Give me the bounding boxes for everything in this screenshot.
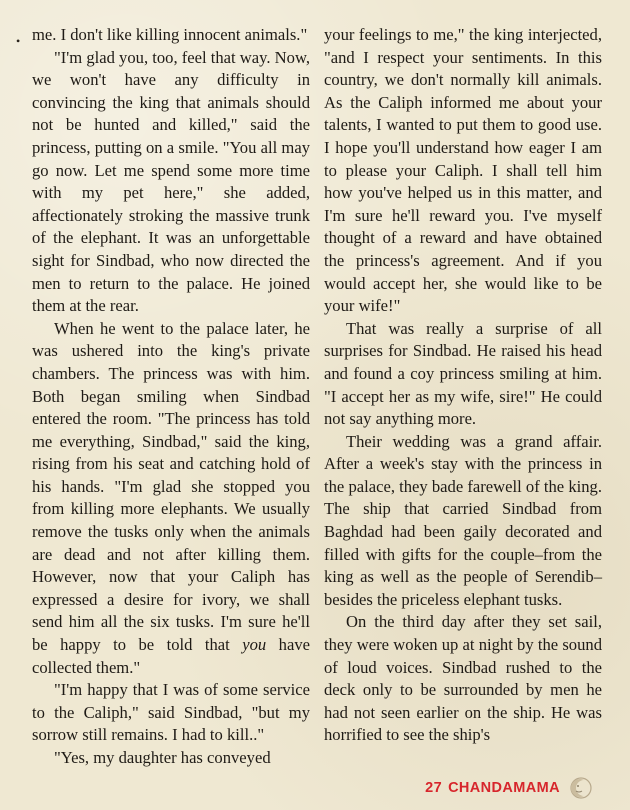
left-paragraph-3-end: have collected them." [32, 635, 310, 677]
left-paragraph-3-emphasis: you [242, 635, 267, 655]
left-paragraph-1: me. I don't like killing innocent animals." [32, 25, 308, 44]
right-paragraph-4: On the third day after they set sail, they were woken up at night by the sound of loud voices. Sindbad rushed to the deck only to be surrounded by men he had not seen earlier on the ship. He was horrified to see the ship's [324, 612, 602, 745]
right-paragraph-3: Their wedding was a grand affair. After a week's stay with the princess in the palace, they bade farewell of the king. The ship that carried Sindbad from Baghdad had been gaily decorated and filled with gifts for the couple–from the king as well as the people of Serendib–besides the priceless elephant tusks. [324, 431, 602, 609]
right-paragraph-2: That was really a surprise of all surprises for Sindbad. He raised his head and found a coy princess smiling at him. "I accept her as my wife, sire!" He could not say anything more. [324, 318, 602, 429]
moon-logo-svg [566, 776, 596, 800]
left-paragraph-4: "I'm happy that I was of some service to the Caliph," said Sindbad, "but my sorrow still remains. I had to kill.." [32, 680, 310, 745]
left-paragraph-3-text: When he went to the palace later, he was ushered into the king's private chambers. The princess was with him. Both began smiling when Sindbad entered the room. "The princess has told me everything, Sindbad," said the king, rising from his seat and catching hold of his hands. "I'm glad she stopped you from killing more elephants. We usually remove the tusks only when the animals are dead and not after killing them. However, now that your Caliph has expressed a desire for ivory, we shall send him all the six tusks. I'm sure he'll be happy to be told that [32, 318, 310, 655]
magazine-title: CHANDAMAMA [448, 780, 560, 796]
left-paragraph-3 [32, 318, 310, 680]
left-paragraph-5: "Yes, my daughter has conveyed [54, 748, 271, 767]
page-number: 27 [425, 780, 443, 796]
chandamama-moon-logo-icon [566, 776, 596, 800]
page-footer [425, 776, 596, 800]
right-paragraph-1: your feelings to me," the king interjected, "and I respect your sentiments. In this country, we don't normally kill animals. As the Caliph informed me about your talents, I wanted to put them to good use. I hope you'll understand how eager I am to please your Caliph. I shall tell him how you've helped us in this matter, and I'm sure he'll reward you. I've myself thought of a reward and have obtained the princess's agreement. And if you would accept her, she would like to be your wife!" [324, 25, 602, 316]
left-paragraph-2: "I'm glad you, too, feel that way. Now, we won't have any difficulty in convincing the king that animals should not be hunted and killed," said the princess, putting on a smile. "You all may go now. Let me spend some more time with my pet here," she added, affectionately stroking the massive trunk of the elephant. It was an unforgettable sight for Sindbad, who now directed the men to return to the palace. He joined them at the rear. [32, 47, 310, 316]
bullet-dot: • [16, 34, 21, 48]
left-column [32, 24, 310, 770]
right-column [324, 24, 602, 747]
